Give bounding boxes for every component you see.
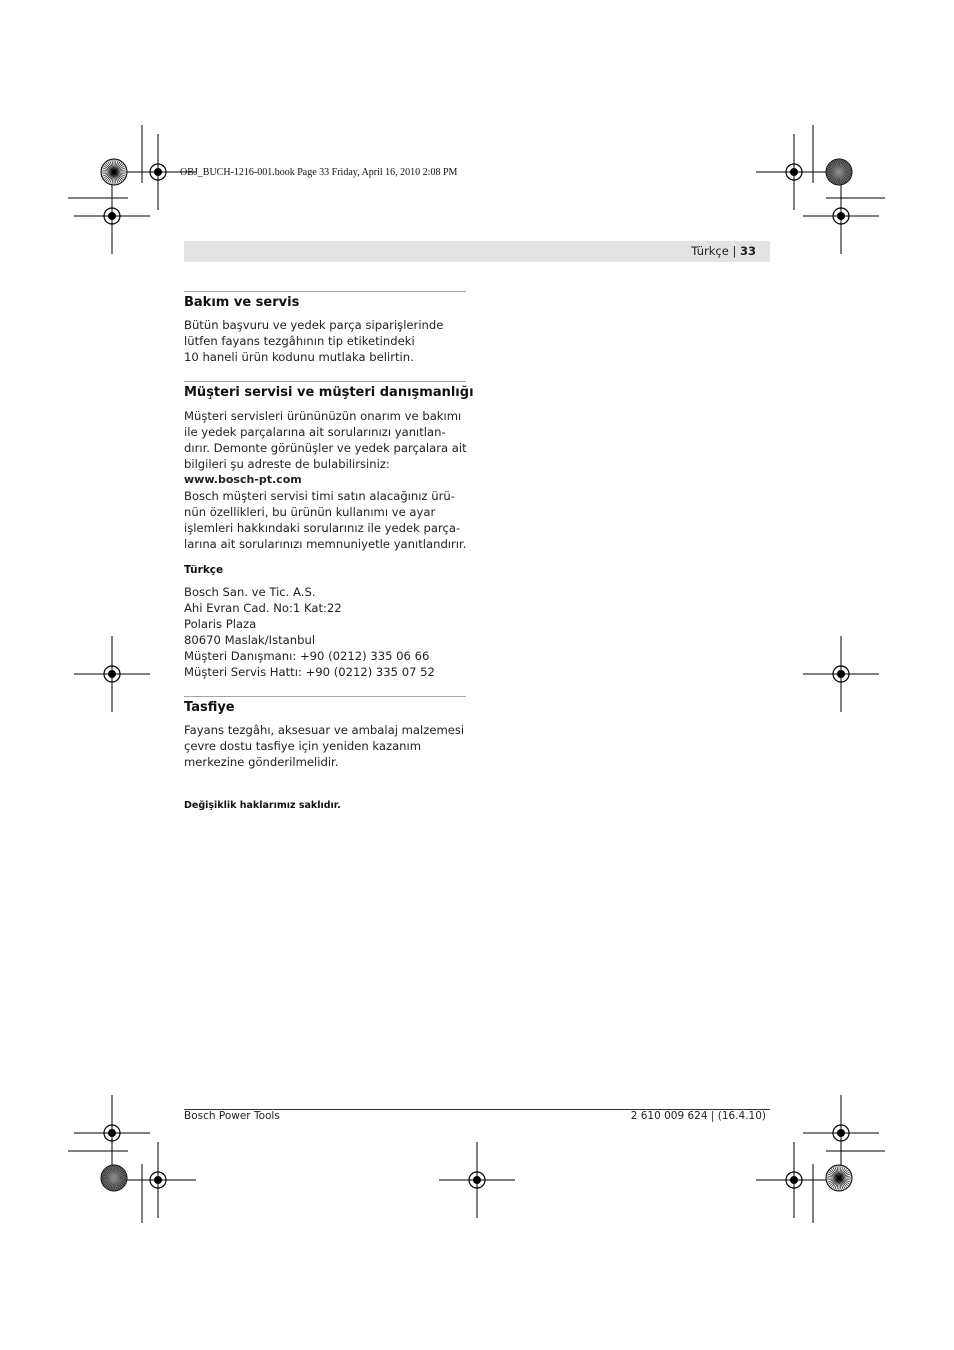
customer-service-text [184,408,474,552]
header-separator: | [732,244,737,258]
country-heading: Türkçe [184,564,224,576]
text-line: Bütün başvuru ve yedek parça siparişlerinde [184,318,444,332]
text-line: Fayans tezgâhı, aksesuar ve ambalaj malzemesi [184,723,465,737]
section-title-maintenance: Bakım ve servis [184,295,300,310]
text-line: ile yedek parçalarına ait sorularınızı yanıtlan- [184,425,446,439]
text-line: merkezine gönderilmelidir. [184,755,339,769]
section-divider [184,381,466,382]
section-divider [184,696,466,697]
section-divider [184,291,466,292]
text-line: Bosch müşteri servisi timi satın alacağınız ürü- [184,489,455,503]
section-title-customer-service: Müşteri servisi ve müşteri danışmanlığı [184,385,474,400]
text-line: 10 haneli ürün kodunu mutlaka belirtin. [184,350,414,364]
footer-doc-number: 2 610 009 624 | (16.4.10) [630,1110,766,1122]
section-title-disposal: Tasfiye [184,700,235,715]
print-info-line: OBJ_BUCH-1216-001.book Page 33 Friday, April 16, 2010 2:08 PM [180,167,458,178]
address-line: 80670 Maslak/Istanbul [184,633,316,647]
footer-brand: Bosch Power Tools [184,1110,280,1122]
page-header-bar [184,241,770,262]
rights-notice: Değişiklik haklarımız saklıdır. [184,800,341,811]
address-line: Ahi Evran Cad. No:1 Kat:22 [184,601,342,615]
phone-line: Müşteri Danışmanı: +90 (0212) 335 06 66 [184,649,430,663]
address-block [184,584,474,680]
text-line: lütfen fayans tezgâhının tip etiketindeki [184,334,415,348]
text-line: dırır. Demonte görünüşler ve yedek parçalara ait [184,441,467,455]
text-line: çevre dostu tasfiye için yeniden kazanım [184,739,422,753]
text-line: işlemleri hakkındaki sorularınız ile yedek parça- [184,521,461,535]
phone-line: Müşteri Servis Hattı: +90 (0212) 335 07 52 [184,665,435,679]
website-link[interactable]: www.bosch-pt.com [184,473,302,486]
text-line: larına ait sorularınızı memnuniyetle yanıtlandırır. [184,537,467,551]
header-language: Türkçe [691,244,729,258]
address-line: Bosch San. ve Tic. A.S. [184,585,316,599]
disposal-text [184,722,474,770]
page-number: 33 [739,244,756,258]
maintenance-text [184,317,474,365]
text-line: bilgileri şu adreste de bulabilirsiniz: [184,457,390,471]
address-line: Polaris Plaza [184,617,257,631]
text-line: Müşteri servisleri ürününüzün onarım ve bakımı [184,409,462,423]
text-line: nün özellikleri, bu ürünün kullanımı ve ayar [184,505,436,519]
page-header [691,244,756,258]
